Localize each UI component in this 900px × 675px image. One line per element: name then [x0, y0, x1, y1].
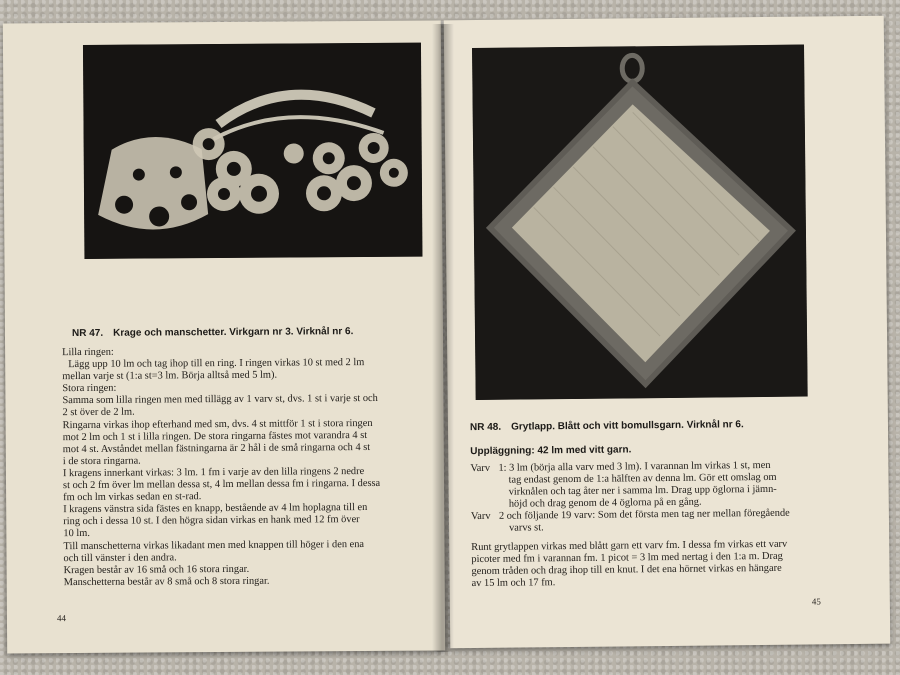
round-label: [471, 523, 499, 535]
instruction-line: Stora ringen:: [62, 383, 117, 395]
setup-heading: Uppläggning: 42 lm med vitt garn.: [470, 444, 632, 458]
instruction-line: 2 st över de 2 lm.: [62, 407, 135, 419]
right-page: [444, 16, 891, 649]
pattern-title: Krage och manschetter. Virkgarn nr 3. Virknål nr 6.: [113, 326, 354, 339]
instruction-line: Lilla ringen:: [62, 346, 114, 359]
instruction-line: I kragens vänstra sida fästes en knapp, bestående av 4 lm hoplagna till en: [63, 502, 368, 516]
instruction-line: mellan varje st (1:a st=3 lm. Börja alltså med 5 lm).: [62, 369, 278, 383]
edging-instructions: [471, 538, 866, 591]
pattern-48-caption: [470, 419, 744, 433]
page-number-left: 44: [56, 613, 66, 624]
instruction-line: mot 4 st. Avståndet mellan fästningarna är 2 hål i de små ringarna och 4 st: [62, 441, 371, 455]
round-label: [471, 499, 499, 511]
instruction-line: picoter med fm i varannan fm. 1 picot = 3 lm med nertag i den 1:a m. Drag: [471, 550, 783, 566]
pattern-47-caption: [72, 326, 353, 339]
round-text: 1: 3 lm (börja alla varv med 3 lm). I varannan lm virkas 1 st, men: [498, 459, 771, 474]
pattern-title: Grytlapp. Blått och vitt bomullsgarn. Virknål nr 6.: [511, 419, 744, 433]
round-label: Varv: [470, 511, 491, 523]
instruction-line: 10 lm.: [63, 528, 90, 540]
instruction-line: Manschetterna består av 8 små och 8 stora ringar.: [63, 575, 270, 588]
instruction-line: i de stora ringarna.: [62, 455, 141, 467]
instruction-line: fm och lm virkas sedan en st-rad.: [63, 491, 202, 504]
instruction-line: Kragen består av 16 små och 16 stora ringar.: [63, 563, 250, 576]
pattern-number: NR 48.: [469, 421, 502, 434]
instruction-line: Runt grytlappen virkas med blått garn ett varv fm. I dessa fm virkas ett varv: [471, 538, 788, 554]
pattern-48-rows: [470, 459, 861, 536]
round-text: tag endast genom de 1:a hälften av denna lm. Gör ett omslag om: [508, 471, 777, 486]
page-number-right: 45: [811, 596, 821, 607]
instruction-line: Till manschetterna virkas likadant men med knappen till höger i den ena: [63, 538, 365, 552]
instruction-line: I kragens innerkant virkas: 3 lm. 1 fm i varje av den lilla ringens 2 nedre: [62, 465, 365, 480]
instruction-line: st och 2 fm över lm mellan dessa st, 4 lm mellan dessa fm i ringarna. I dessa: [62, 477, 381, 492]
instruction-line: genom tråden och drag ihop till en knut. I det ena hörnet virkas en hängare: [471, 563, 782, 578]
instruction-line: Lägg upp 10 lm och tag ihop till en ring. I ringen virkas 10 st med 2 lm: [68, 357, 365, 371]
instruction-line: och till vänster i den andra.: [63, 551, 177, 564]
book-gutter-shadow: [432, 24, 454, 652]
potholder-photo: [472, 45, 808, 400]
round-text: 2 och följande 19 varv: Som det första men tag ner mellan föregående: [498, 508, 790, 523]
instruction-line: Samma som lilla ringen men med tillägg av 1 varv st, dvs. 1 st i varje st och: [62, 393, 378, 407]
round-text: höjd och drag genom de 4 öglorna på en gång.: [508, 496, 702, 510]
instruction-line: av 15 lm och 17 fm.: [471, 577, 556, 590]
round-label: [471, 487, 499, 499]
collar-cuffs-photo: [83, 43, 422, 259]
round-label: Varv: [470, 462, 491, 475]
instruction-line: Ringarna virkas ihop efterhand med sm, dvs. 4 st mittför 1 st i stora ringen: [62, 417, 373, 431]
pattern-number: NR 47.: [71, 327, 104, 340]
round-text: virknålen och tag åter ner i samma lm. Drag upp öglorna i jämn-: [508, 484, 777, 498]
left-page: [3, 20, 445, 653]
round-label: [470, 475, 498, 487]
round-text: varvs st.: [508, 522, 544, 535]
instruction-line: mot 2 lm och 1 st i lilla ringen. De stora ringarna fästes mot varandra 4 st: [62, 429, 368, 443]
pattern-47-instructions: [62, 345, 434, 589]
instruction-line: ring och i dessa 10 st. I den högra sidan virkas en hank med 12 fm över: [63, 514, 360, 528]
